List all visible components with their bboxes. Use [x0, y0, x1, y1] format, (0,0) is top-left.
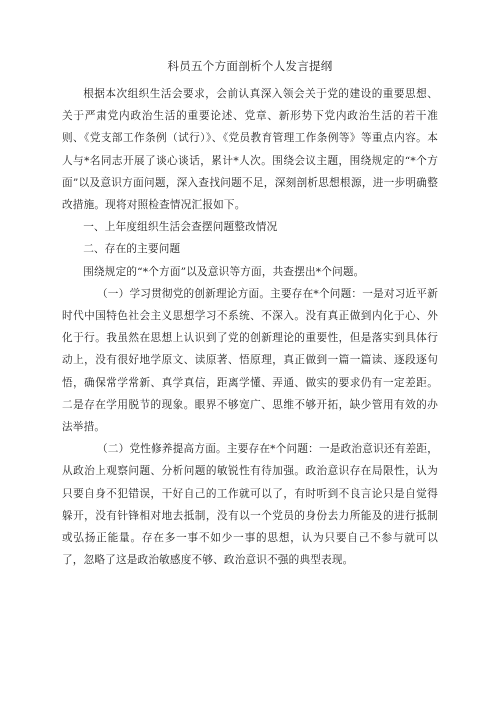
document-title: 科员五个方面剖析个人发言提纲	[167, 59, 333, 73]
intro-paragraph: 根据本次组织生活会要求，会前认真深入领会关于党的建设的重要思想、关于严肃党内政治生活的重要论述、党章、新形势下党内政治生活的若干准则、《党支部工作条例（试行）》、《党员教育管理工作条例等》等重点内容。本人与*名同志开展了谈心谈话，累计*人次。围绕会议主题，围绕规定的“*个方面”以及意识方面问题，深入查找问题不足，深刻剖析思想根源，进一步明确整改措施。现将对照检查情况汇报如下。	[62, 88, 438, 212]
problem-item-1: （一）学习贯彻党的创新理论方面。主要存在*个问题：一是对习近平新时代中国特色社会主义思想学习不系统、不深入。没有真正做到内化于心、外化于行。我虽然在思想上认识到了党的创新理论的重要性，但是落实到具体行动上，没有很好地学原文、读原著、悟原理，真正做到一篇一篇读、逐段逐句悟，确保常学常新、真学真信，距离学懂、弄通、做实的要求仍有一定差距。二是存在学用脱节的现象。眼界不够宽广、思维不够开拓，缺少管用有效的办法举措。	[62, 287, 438, 434]
section-heading-2: 二、存在的主要问题	[83, 243, 181, 256]
section-2-intro: 围绕规定的“*个方面”以及意识等方面，共查摆出*个问题。	[83, 265, 365, 278]
section-heading-1: 一、上年度组织生活会查摆问题整改情况	[83, 221, 278, 234]
document-page	[62, 58, 438, 571]
problem-item-2: （二）党性修养提高方面。主要存在*个问题：一是政治意识还有差距，从政治上观察问题、分析问题的敏锐性有待加强。政治意识存在局限性，认为只要自身不犯错误，干好自己的工作就可以了，有时听到不良言论只是自觉得躲开，没有针锋相对地去抵制，没有以一个党员的身份去力所能及的进行抵制或弘扬正能量。存在多一事不如少一事的思想，认为只要自己不参与就可以了，忽略了这是政治敏感度不够、政治意识不强的典型表现。	[62, 443, 438, 567]
